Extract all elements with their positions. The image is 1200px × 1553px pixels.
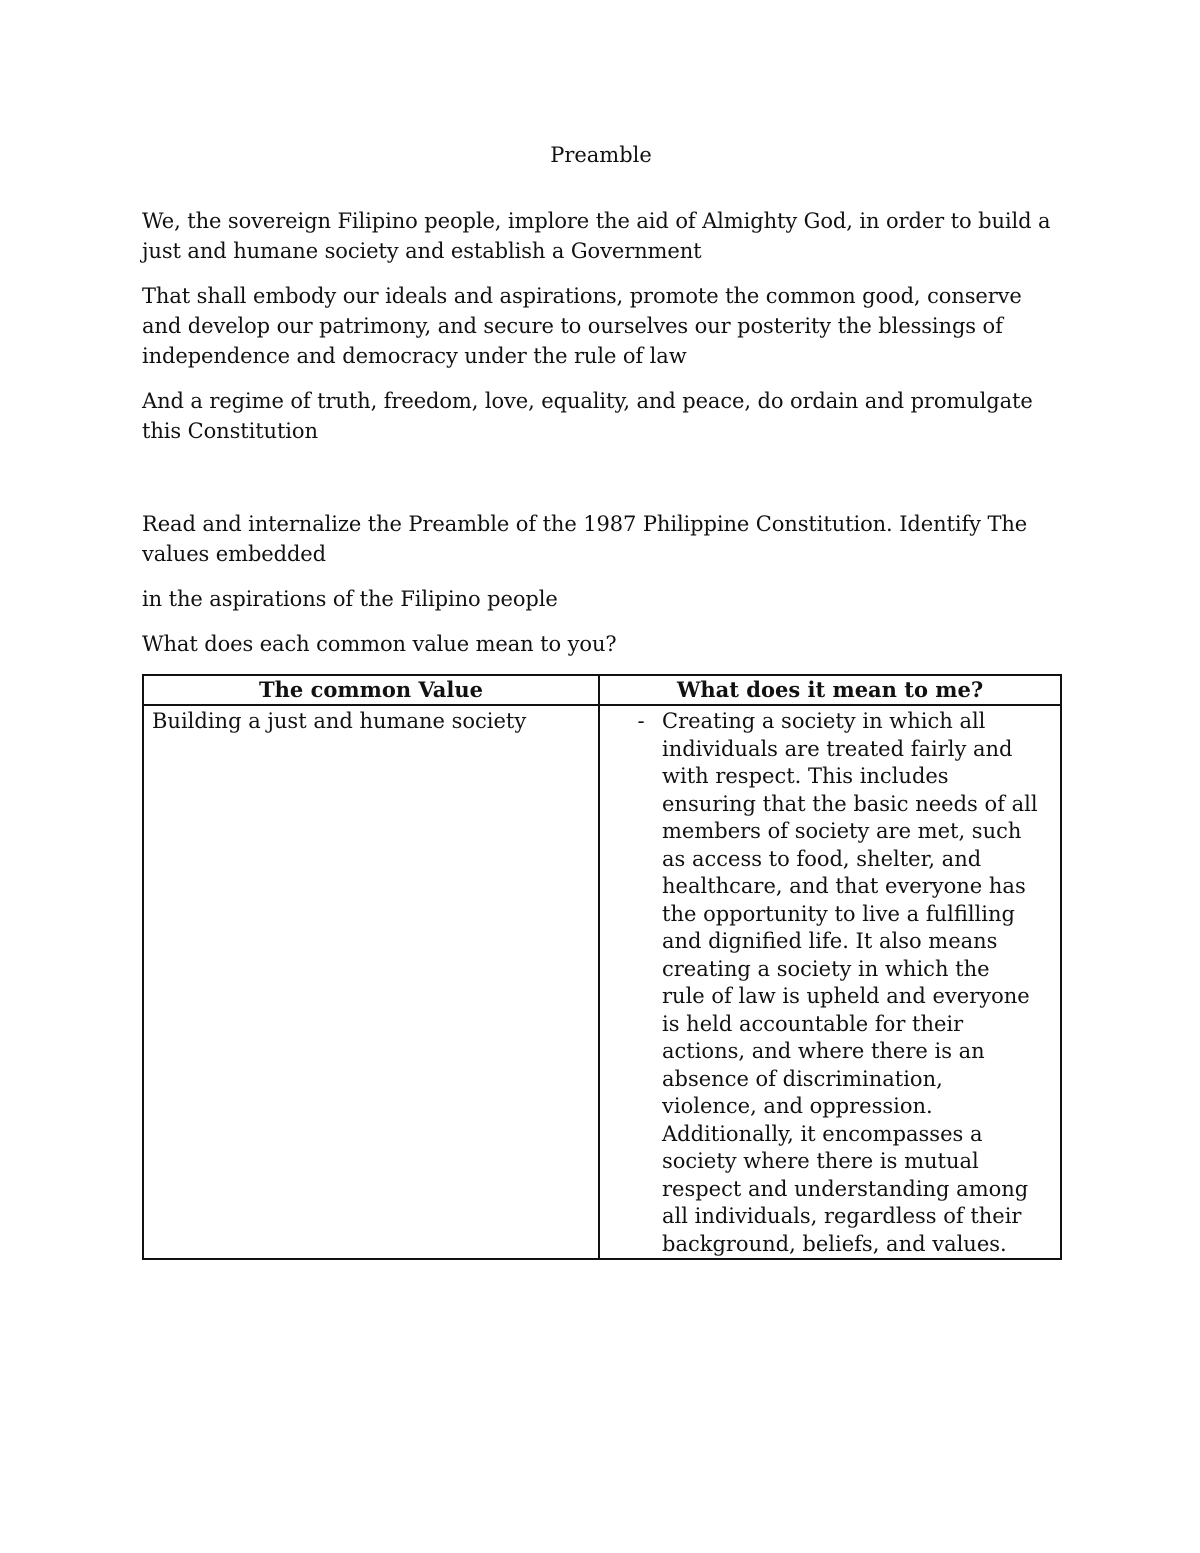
dash-bullet: - — [637, 709, 645, 733]
preamble-paragraph-1: We, the sovereign Filipino people, implore the aid of Almighty God, in order to build a just and humane society and establish a Government — [142, 209, 1051, 263]
cell-common-value: Building a just and humane society — [143, 705, 599, 1259]
document-content — [142, 140, 1060, 1260]
preamble-paragraph-3: And a regime of truth, freedom, love, equality, and peace, do ordain and promulgate this Constitution — [142, 389, 1033, 443]
instruction-line-1: Read and internalize the Preamble of the 1987 Philippine Constitution. Identify The values embedded — [142, 512, 1028, 566]
cell-meaning — [599, 705, 1061, 1259]
header-common-value: The common Value — [143, 675, 599, 705]
preamble-paragraph-2: That shall embody our ideals and aspirations, promote the common good, conserve and develop our patrimony, and secure to ourselves our posterity the blessings of independence and democracy under the rule of law — [142, 284, 1022, 368]
common-values-table — [142, 674, 1062, 1260]
meaning-text: Creating a society in which all individuals are treated fairly and with respect. This includes ensuring that the basic needs of all members of society are met, such as access to food, shelter, and healthcare, and that everyone has the opportunity to live a fulfilling and dignified life. It also means creating a society in which the rule of law is upheld and everyone is held accountable for their actions, and where there is an absence of discrimination, violence, and oppression. Additionally, it encompasses a society where there is mutual respect and understanding among all individuals, regardless of their background, beliefs, and values. — [662, 709, 1038, 1256]
instruction-line-2: in the aspirations of the Filipino people — [142, 587, 558, 611]
meaning-list-item — [608, 708, 1052, 1258]
instruction-line-3: What does each common value mean to you? — [142, 632, 617, 656]
table-row — [143, 705, 1061, 1259]
table-header-row — [143, 675, 1061, 705]
page-title: Preamble — [550, 143, 652, 167]
header-meaning: What does it mean to me? — [599, 675, 1061, 705]
section-spacer — [142, 461, 1060, 509]
